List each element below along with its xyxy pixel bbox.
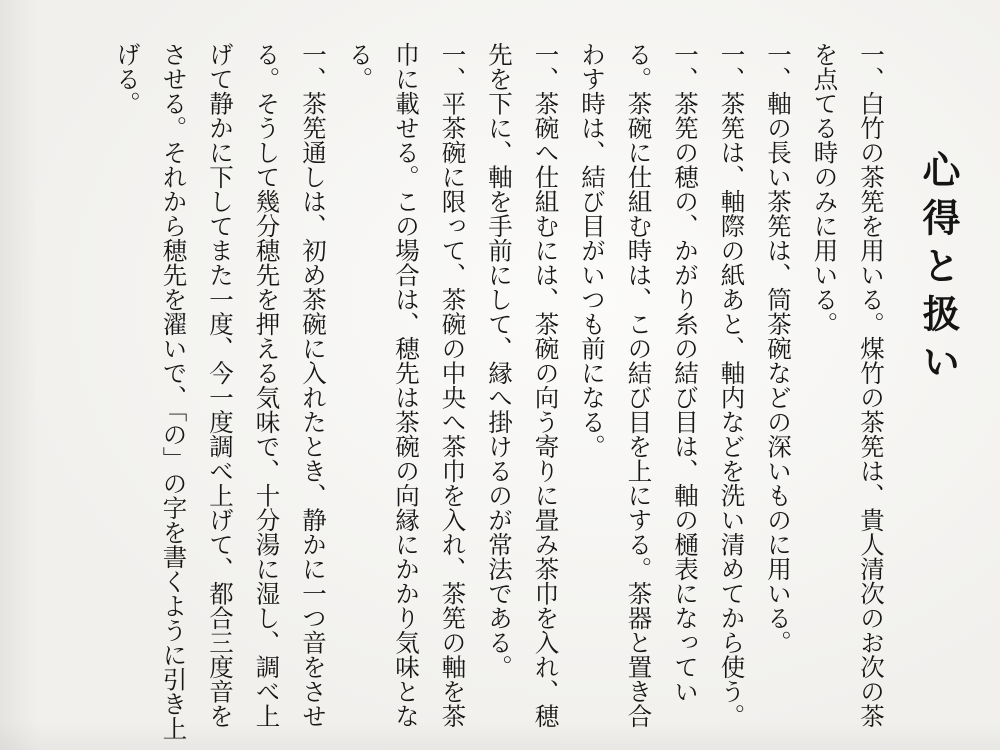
paragraph: 一、白竹の茶筅を用いる。煤竹の茶筅は、貴人清次のお次の茶を点てる時のみに用いる。 bbox=[810, 42, 886, 728]
paragraph: 一、茶筅は、軸際の紙あと、軸内などを洗い清めてから使う。 bbox=[717, 42, 747, 728]
paragraph: 一、茶筅通しは、初め茶碗に入れたとき、静かに一つ音をさせる。そうして幾分穂先を押える気味で、十分湯に湿し、調べ上げて静かに下してまた一度、今一度調べ上げて、都合三度音をさせる。それから穂先を濯いで、「の」の字を書くように引き上げる。 bbox=[113, 42, 328, 741]
paragraph: 一、平茶碗に限って、茶碗の中央へ茶巾を入れ、茶筅の軸を茶巾に載せる。この場合は、穂先は茶碗の向縁にかかり気味となる。 bbox=[345, 42, 468, 728]
body-text bbox=[4, 42, 894, 742]
paragraph: 一、軸の長い茶筅は、筒茶碗などの深いものに用いる。 bbox=[764, 42, 793, 655]
paragraph: 一、茶碗へ仕組むには、茶碗の向う寄りに畳み茶巾を入れ、穂先を下に、軸を手前にして、縁へ掛けるのが常法である。 bbox=[485, 42, 561, 728]
paragraph: 一、茶筅の穂の、かがり糸の結び目は、軸の樋表になっている。茶碗に仕組む時は、この結び目を上にする。茶器と置き合わす時は、結び目がいつも前になる。 bbox=[578, 42, 700, 728]
page-title: 心得と扱い bbox=[916, 150, 961, 390]
